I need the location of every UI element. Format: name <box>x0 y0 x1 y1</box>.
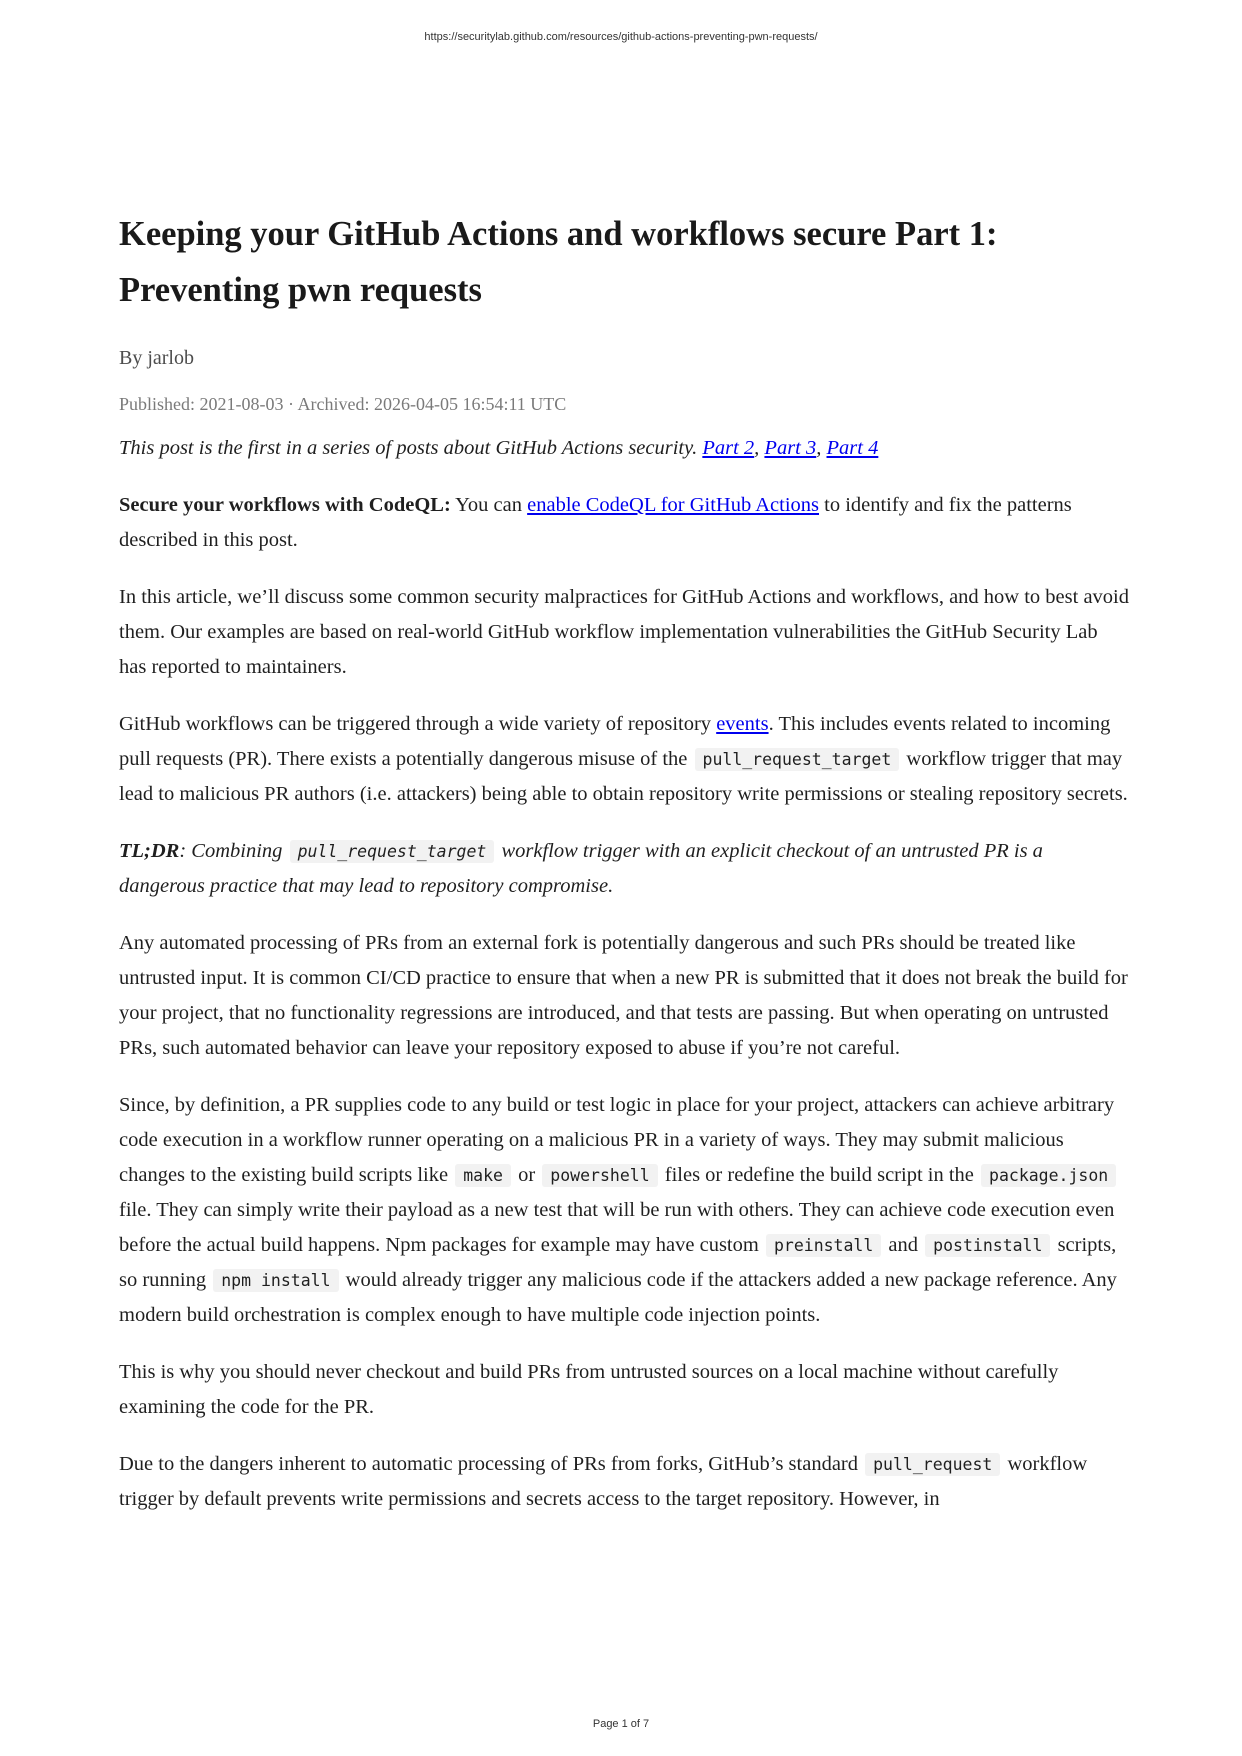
separator: , <box>816 437 827 459</box>
text: or <box>512 1164 541 1186</box>
text: file. They can simply write their payload as a new test that will be run with others. They can achieve code execution even before the actual build happens. Npm packages for example may have custom <box>119 1199 1115 1256</box>
inline-code: postinstall <box>925 1234 1050 1257</box>
text: . This includes events related to incoming pull requests (PR). There exists a potentially dangerous misuse of the <box>119 713 1111 770</box>
article-title: Keeping your GitHub Actions and workflows secure Part 1: Preventing pwn requests <box>119 215 998 309</box>
inline-code: preinstall <box>766 1234 881 1257</box>
text: Since, by definition, a PR supplies code to any build or test logic in place for your project, attackers can achieve arbitrary code execution in a workflow runner operating on a malicious PR in a variety of ways. They may submit malicious changes to the existing build scripts like <box>119 1094 1115 1186</box>
part-3-link[interactable]: Part 3 <box>764 437 817 459</box>
inline-code: package.json <box>981 1164 1116 1187</box>
tldr-label: TL;DR <box>119 840 180 862</box>
codeql-text: You can <box>450 494 528 516</box>
inline-code: pull_request_target <box>290 840 495 863</box>
inline-code: pull_request_target <box>695 748 900 771</box>
codeql-text: to identify and fix the patterns described in this post. <box>119 494 1072 551</box>
tldr-paragraph <box>119 834 1129 904</box>
text: and <box>883 1234 924 1256</box>
paragraph-intro: In this article, we’ll discuss some common security malpractices for GitHub Actions and workflows, and how to best avoid them. Our examples are based on real-world GitHub workflow implementation vulnerabilities the GitHub Security Lab has reported to maintainers. <box>119 586 1129 678</box>
paragraph-untrusted-input: Any automated processing of PRs from an external fork is potentially dangerous and such PRs should be treated like untrusted input. It is common CI/CD practice to ensure that when a new PR is submitted that it does not break the build for your project, that no functionality regressions are introduced, and that tests are passing. But when operating on untrusted PRs, such automated behavior can leave your repository exposed to abuse if you’re not careful. <box>119 932 1128 1059</box>
separator: , <box>754 437 765 459</box>
paragraph-local-checkout: This is why you should never checkout and build PRs from untrusted sources on a local machine without carefully examining the code for the PR. <box>119 1361 1059 1418</box>
events-link[interactable]: events <box>716 713 769 735</box>
enable-codeql-link[interactable]: enable CodeQL for GitHub Actions <box>527 494 819 516</box>
text: would already trigger any malicious code if the attackers added a new package reference. Any modern build orchestration is complex enough to have multiple code injection points. <box>119 1269 1117 1326</box>
inline-code: pull_request <box>865 1453 1000 1476</box>
part-4-link[interactable]: Part 4 <box>826 437 879 459</box>
paragraph-triggers <box>119 707 1129 812</box>
part-2-link[interactable]: Part 2 <box>702 437 755 459</box>
series-intro <box>119 431 1129 466</box>
text: files or redefine the build script in the <box>659 1164 980 1186</box>
text: Due to the dangers inherent to automatic processing of PRs from forks, GitHub’s standard <box>119 1453 864 1475</box>
codeql-label: Secure your workflows with CodeQL: <box>119 494 451 516</box>
publish-meta: Published: 2021-08-03 · Archived: 2026-04-05 16:54:11 UTC <box>119 394 567 414</box>
text: : Combining <box>179 840 288 862</box>
text: scripts, so running <box>119 1234 1117 1291</box>
text: workflow trigger by default prevents write permissions and secrets access to the target repository. However, in <box>119 1453 1088 1510</box>
page-number: Page 1 of 7 <box>592 1718 650 1730</box>
text: workflow trigger that may lead to malicious PR authors (i.e. attackers) being able to obtain repository write permissions or stealing repository secrets. <box>119 748 1128 805</box>
text: GitHub workflows can be triggered through a wide variety of repository <box>119 713 717 735</box>
paragraph-code-execution <box>119 1088 1129 1333</box>
page-url-header: https://securitylab.github.com/resources/github-actions-preventing-pwn-requests/ <box>424 31 818 43</box>
series-intro-text: This post is the first in a series of posts about GitHub Actions security. <box>119 437 703 459</box>
byline: By jarlob <box>119 347 194 369</box>
paragraph-pull-request <box>119 1447 1129 1517</box>
text: workflow trigger with an explicit checkout of an untrusted PR is a dangerous practice that may lead to repository compromise. <box>119 840 1043 897</box>
codeql-callout <box>119 488 1129 558</box>
inline-code: powershell <box>542 1164 657 1187</box>
article <box>119 206 1129 1539</box>
inline-code: make <box>455 1164 511 1187</box>
inline-code: npm install <box>213 1269 338 1292</box>
